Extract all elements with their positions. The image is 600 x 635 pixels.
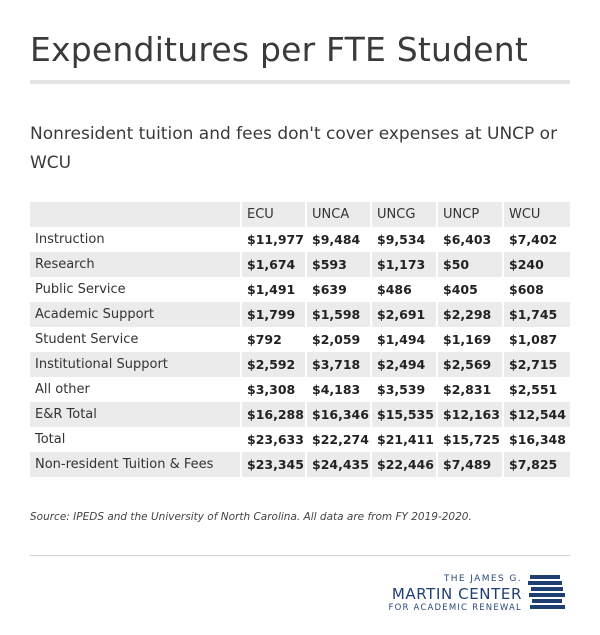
table-cell: $2,494 [370,352,436,377]
table-cell: $1,491 [240,277,305,302]
table-cell: $1,598 [305,302,370,327]
martin-center-logo [380,572,570,617]
row-label: Non-resident Tuition & Fees [35,457,214,472]
chart-subtitle: Nonresident tuition and fees don't cover expenses at UNCP or WCU [30,124,558,173]
row-label: E&R Total [35,407,97,422]
table-row [30,327,570,352]
table-cell: $608 [502,277,570,302]
row-label: Research [35,257,95,272]
table-row [30,427,570,452]
table-cell: $792 [240,327,305,352]
table-cell: $1,173 [370,252,436,277]
table-row [30,452,570,477]
row-label: Instruction [35,232,105,247]
column-header-uncg: UNCG [370,202,436,227]
table-cell: $2,569 [436,352,502,377]
table-cell: $240 [502,252,570,277]
table-cell: $15,535 [370,402,436,427]
table-cell: $1,087 [502,327,570,352]
table-row [30,252,570,277]
table-cell: $405 [436,277,502,302]
column-header [30,202,240,227]
table-cell: $16,288 [240,402,305,427]
table-cell: $16,346 [305,402,370,427]
table-cell: $21,411 [370,427,436,452]
expenditures-table [30,202,570,477]
source-note: Source: IPEDS and the University of North Carolina. All data are from FY 2019-2020. [30,511,472,523]
table-cell: $4,183 [305,377,370,402]
table-cell: $50 [436,252,502,277]
table-cell: $7,825 [502,452,570,477]
table-row [30,302,570,327]
row-label: All other [35,382,90,397]
table-cell: $3,308 [240,377,305,402]
column-header-uncp: UNCP [436,202,502,227]
table-cell: $9,534 [370,227,436,252]
table-cell: $2,551 [502,377,570,402]
table-cell: $2,059 [305,327,370,352]
table-cell: $11,977 [240,227,305,252]
table-cell: $3,718 [305,352,370,377]
table-cell: $22,446 [370,452,436,477]
column-header-wcu: WCU [502,202,570,227]
table-row [30,227,570,252]
table-cell: $12,544 [502,402,570,427]
table-cell: $16,348 [502,427,570,452]
table-cell: $486 [370,277,436,302]
table-cell: $2,298 [436,302,502,327]
logo-line-1: THE JAMES G. [443,574,522,584]
footer-divider [30,555,570,556]
table-cell: $2,715 [502,352,570,377]
table-cell: $1,674 [240,252,305,277]
table-cell: $9,484 [305,227,370,252]
table-cell: $23,633 [240,427,305,452]
table-cell: $2,691 [370,302,436,327]
row-label: Institutional Support [35,357,168,372]
column-header-unca: UNCA [305,202,370,227]
table-cell: $1,745 [502,302,570,327]
table-row [30,402,570,427]
row-label: Academic Support [35,307,154,322]
logo-line-3: FOR ACADEMIC RENEWAL [388,603,522,613]
table-cell: $1,169 [436,327,502,352]
table-cell: $593 [305,252,370,277]
table-cell: $6,403 [436,227,502,252]
table-row [30,352,570,377]
table-cell: $2,831 [436,377,502,402]
column-header-ecu: ECU [240,202,305,227]
table-cell: $639 [305,277,370,302]
table-cell: $15,725 [436,427,502,452]
table-cell: $3,539 [370,377,436,402]
logo-line-2: MARTIN CENTER [391,585,522,603]
table-cell: $2,592 [240,352,305,377]
table-cell: $24,435 [305,452,370,477]
title-divider [30,80,570,84]
table-row [30,377,570,402]
table-cell: $1,494 [370,327,436,352]
table-cell: $12,163 [436,402,502,427]
table-cell: $22,274 [305,427,370,452]
row-label: Total [35,432,66,447]
row-label: Public Service [35,282,126,297]
row-label: Student Service [35,332,139,347]
table-cell: $23,345 [240,452,305,477]
chart-title: Expenditures per FTE Student [30,30,529,69]
table-cell: $7,402 [502,227,570,252]
table-cell: $1,799 [240,302,305,327]
books-icon [528,574,568,612]
table-cell: $7,489 [436,452,502,477]
table-header-row [30,202,570,227]
table-body [30,227,570,477]
table-row [30,277,570,302]
